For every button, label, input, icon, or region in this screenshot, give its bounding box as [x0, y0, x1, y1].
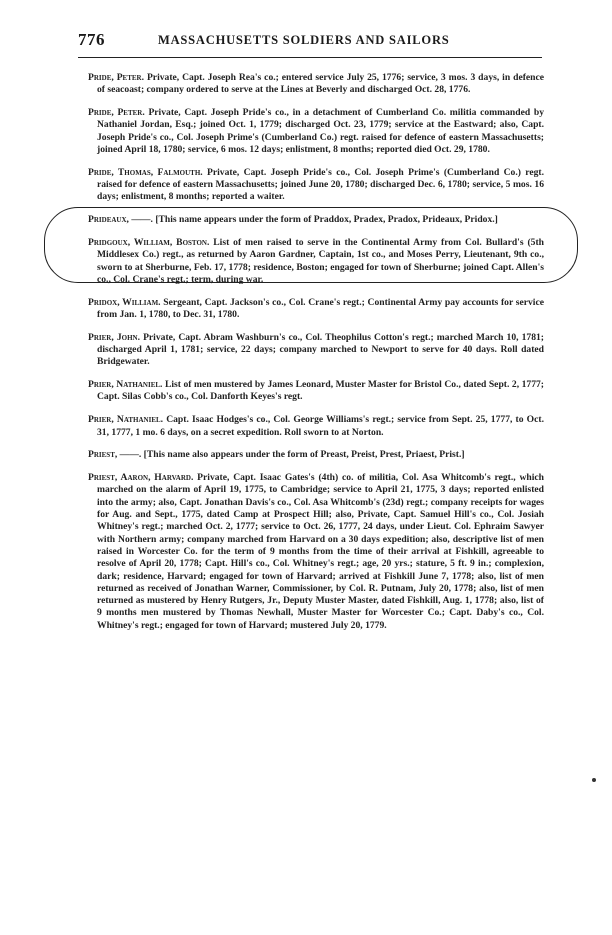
- entry-text: [This name appears under the form of Praddox, Pradex, Pradox, Prideaux, Pridox.]: [152, 214, 498, 226]
- page-number: 776: [78, 30, 105, 49]
- entry: [88, 214, 544, 226]
- entry-name: Prideaux, ——.: [88, 214, 153, 226]
- entry-name: Prier, Nathaniel.: [88, 379, 163, 391]
- entry: [88, 332, 544, 369]
- entry-text: Private, Capt. Abram Washburn's co., Col. Theophilus Cotton's regt.; marched March 10, 1781; discharged April 1, 1781; service, 22 days; company marched to Newport to serve for 40 days. Roll dated Bridgewater.: [97, 331, 544, 368]
- entry: [88, 449, 544, 461]
- entry-text: Private, Capt. Joseph Pride's co., in a detachment of Cumberland Co. militia commanded by Nathaniel Jordan, Esq.; joined Oct. 1, 1779; discharged Oct. 23, 1779; service at the Eastward; also, Capt. Joseph Pride's co., Col. Joseph Prime's (Cumberland Co.) regt. raised for defence of eastern Massachusetts; joined April 18, 1780; service, 6 mos. 12 days; enlistment, 8 months; reported died Oct. 29, 1780.: [97, 107, 544, 155]
- entry-name: Pride, Peter.: [88, 72, 145, 83]
- margin-dot: [592, 778, 596, 782]
- entry: [88, 414, 544, 439]
- entry-text: Private, Capt. Joseph Pride's co., Col. Joseph Prime's (Cumberland Co.) regt. raised for defence of eastern Massachusetts; joined June 20, 1780; discharged Dec. 6, 1780; service, 5 mos. 16 days; enlistment, 8 months; reported a waiter.: [97, 166, 544, 203]
- entry: [88, 379, 544, 404]
- entry-text: [This name also appears under the form of Preast, Preist, Prest, Priaest, Prist.]: [141, 449, 465, 461]
- entry-name: Pridox, William.: [88, 296, 161, 308]
- entry-name: Prier, John.: [88, 331, 140, 343]
- entry: [88, 297, 544, 322]
- entry-name: Prier, Nathaniel.: [88, 414, 164, 426]
- entry-name: Pridgoux, William, Boston.: [88, 236, 210, 248]
- running-head: MASSACHUSETTS SOLDIERS AND SAILORS: [158, 33, 450, 47]
- entry-text: List of men mustered by James Leonard, Muster Master for Bristol Co., dated Sept. 2, 1777; Capt. Silas Cobb's co., Col. Danforth Keyes's regt.: [97, 379, 544, 403]
- entry-name: Priest, ——.: [88, 449, 142, 461]
- entry-text: Capt. Isaac Hodges's co., Col. George Williams's regt.; service from Sept. 25, 1777, to Oct. 31, 1777, 1 mo. 6 days, on a secret expedition. Roll sworn to at Norton.: [97, 414, 544, 438]
- entry-text: Private, Capt. Isaac Gates's (4th) co. of militia, Col. Asa Whitcomb's regt., which marched on the alarm of April 19, 1775, to Cambridge; service to April 21, 1775, 3 days; reported enlisted into the army; also, Capt. Jonathan Davis's co., Col. Asa Whitcomb's (23d) regt.; company receipts for wages for Aug. and Sept., 1775, dated Camp at Prospect Hill; also, Private, Capt. Samuel Hill's co., Col. Josiah Whitney's regt.; marched Oct. 2, 1777; service to Oct. 26, 1777, 24 days, under Lieut. Col. Ephraim Sawyer with Northern army; company marched from Harvard on a 30 days expedition; also, descriptive list of men raised in Worcester Co. for the term of 9 months from the time of their arrival at Fishkill, agreeable to resolve of April 20, 1778; Capt. Hill's co., Col. Whitney's regt.; age, 20 yrs.; stature, 5 ft. 9 in.; complexion, dark; residence, Harvard; engaged for town of Harvard; arrived at Fishkill June 7, 1778; also, list of men returned as received of Jonathan Warner, Commissioner, by Col. R. Putnam, July 20, 1778; also, list of men returned as mustered by Henry Rutgers, Jr., Deputy Muster Master, dated Fishkill, Aug. 1, 1778; also, list of 9 months men mustered by Thomas Newhall, Muster Master for Worcester Co.; Capt. Daby's co., Col. Whitney's regt.; engaged for town of Harvard; mustered July 20, 1779.: [97, 472, 544, 631]
- entry-name: Priest, Aaron, Harvard.: [88, 472, 194, 484]
- entry: [88, 107, 544, 156]
- entry-name: Pride, Peter.: [88, 107, 145, 119]
- entries-list: [88, 72, 544, 642]
- entry-name: Pride, Thomas, Falmouth.: [88, 166, 203, 178]
- entry-highlighted: [88, 167, 544, 204]
- header-rule: [78, 57, 542, 58]
- entry: [88, 472, 544, 632]
- entry-text: List of men raised to serve in the Continental Army from Col. Bullard's (5th Middlesex Co.) regt., as returned by Aaron Gardner, Captain, 1st co., and Moses Perry, Lieutenant, 9th co., sworn to at Sherburne, Feb. 17, 1778; residence, Boston; engaged for town of Sherburne; joined Capt. Allen's co., Col. Crane's regt.; term, during war.: [97, 236, 544, 285]
- entry: [88, 237, 544, 286]
- entry-text: Sergeant, Capt. Jackson's co., Col. Crane's regt.; Continental Army pay accounts for service from Jan. 1, 1780, to Dec. 31, 1780.: [97, 296, 544, 320]
- entry-text: Private, Capt. Joseph Rea's co.; entered service July 25, 1776; service, 3 mos. 3 days, in defence of seacoast; company ordered to serve at the Lines at Beverly and discharged Oct. 28, 1776.: [97, 72, 545, 96]
- page-header: [78, 30, 548, 54]
- entry: [88, 72, 544, 97]
